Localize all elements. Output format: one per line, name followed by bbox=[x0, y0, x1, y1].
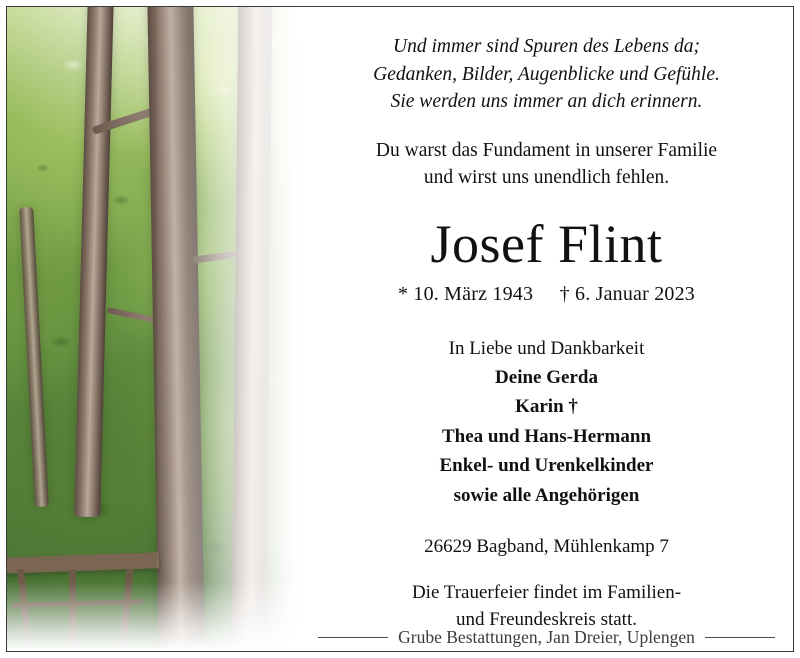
service-block bbox=[326, 580, 767, 633]
forest-photo bbox=[7, 7, 307, 651]
tribute-line-1: Du warst das Fundament in unserer Familie bbox=[375, 140, 718, 162]
life-dates bbox=[326, 283, 767, 306]
mourner-4: Enkel- und Urenkelkinder bbox=[439, 455, 654, 477]
footer-rule-left bbox=[318, 637, 388, 638]
verse-line-3: Sie werden uns immer an dich erinnern. bbox=[390, 91, 703, 113]
shelter-roof bbox=[7, 552, 159, 574]
photo-fade-bottom bbox=[7, 581, 307, 651]
mourner-3: Thea und Hans-Hermann bbox=[441, 425, 652, 447]
photo-fade-right bbox=[187, 7, 307, 651]
mourners-block bbox=[326, 334, 767, 511]
mourner-5: sowie alle Angehörigen bbox=[453, 484, 640, 506]
mourners-intro: In Liebe und Dankbarkeit bbox=[448, 337, 645, 359]
birth-date: * 10. März 1943 bbox=[397, 282, 534, 305]
verse-block bbox=[326, 33, 767, 116]
mourner-1: Deine Gerda bbox=[495, 367, 598, 388]
service-line-1: Die Trauerfeier findet im Familien- bbox=[411, 582, 682, 604]
notice-text-column bbox=[300, 7, 793, 651]
footer-rule-right bbox=[705, 637, 775, 638]
tribute-line-2: und wirst uns unendlich fehlen. bbox=[423, 166, 670, 188]
verse-line-1: Und immer sind Spuren des Lebens da; bbox=[393, 36, 700, 57]
funeral-home-footer bbox=[300, 627, 793, 648]
mourner-2: Karin † bbox=[515, 396, 578, 418]
funeral-home-credit: Grube Bestattungen, Jan Dreier, Uplengen bbox=[398, 627, 695, 647]
deceased-name: Josef Flint bbox=[430, 213, 663, 274]
tribute-block bbox=[326, 138, 767, 192]
verse-line-2: Gedanken, Bilder, Augenblicke und Gefühle. bbox=[373, 63, 720, 85]
address-line: 26629 Bagband, Mühlenkamp 7 bbox=[424, 536, 669, 558]
service-line-2: und Freundeskreis statt. bbox=[455, 608, 637, 630]
death-date: † 6. Januar 2023 bbox=[559, 282, 695, 305]
